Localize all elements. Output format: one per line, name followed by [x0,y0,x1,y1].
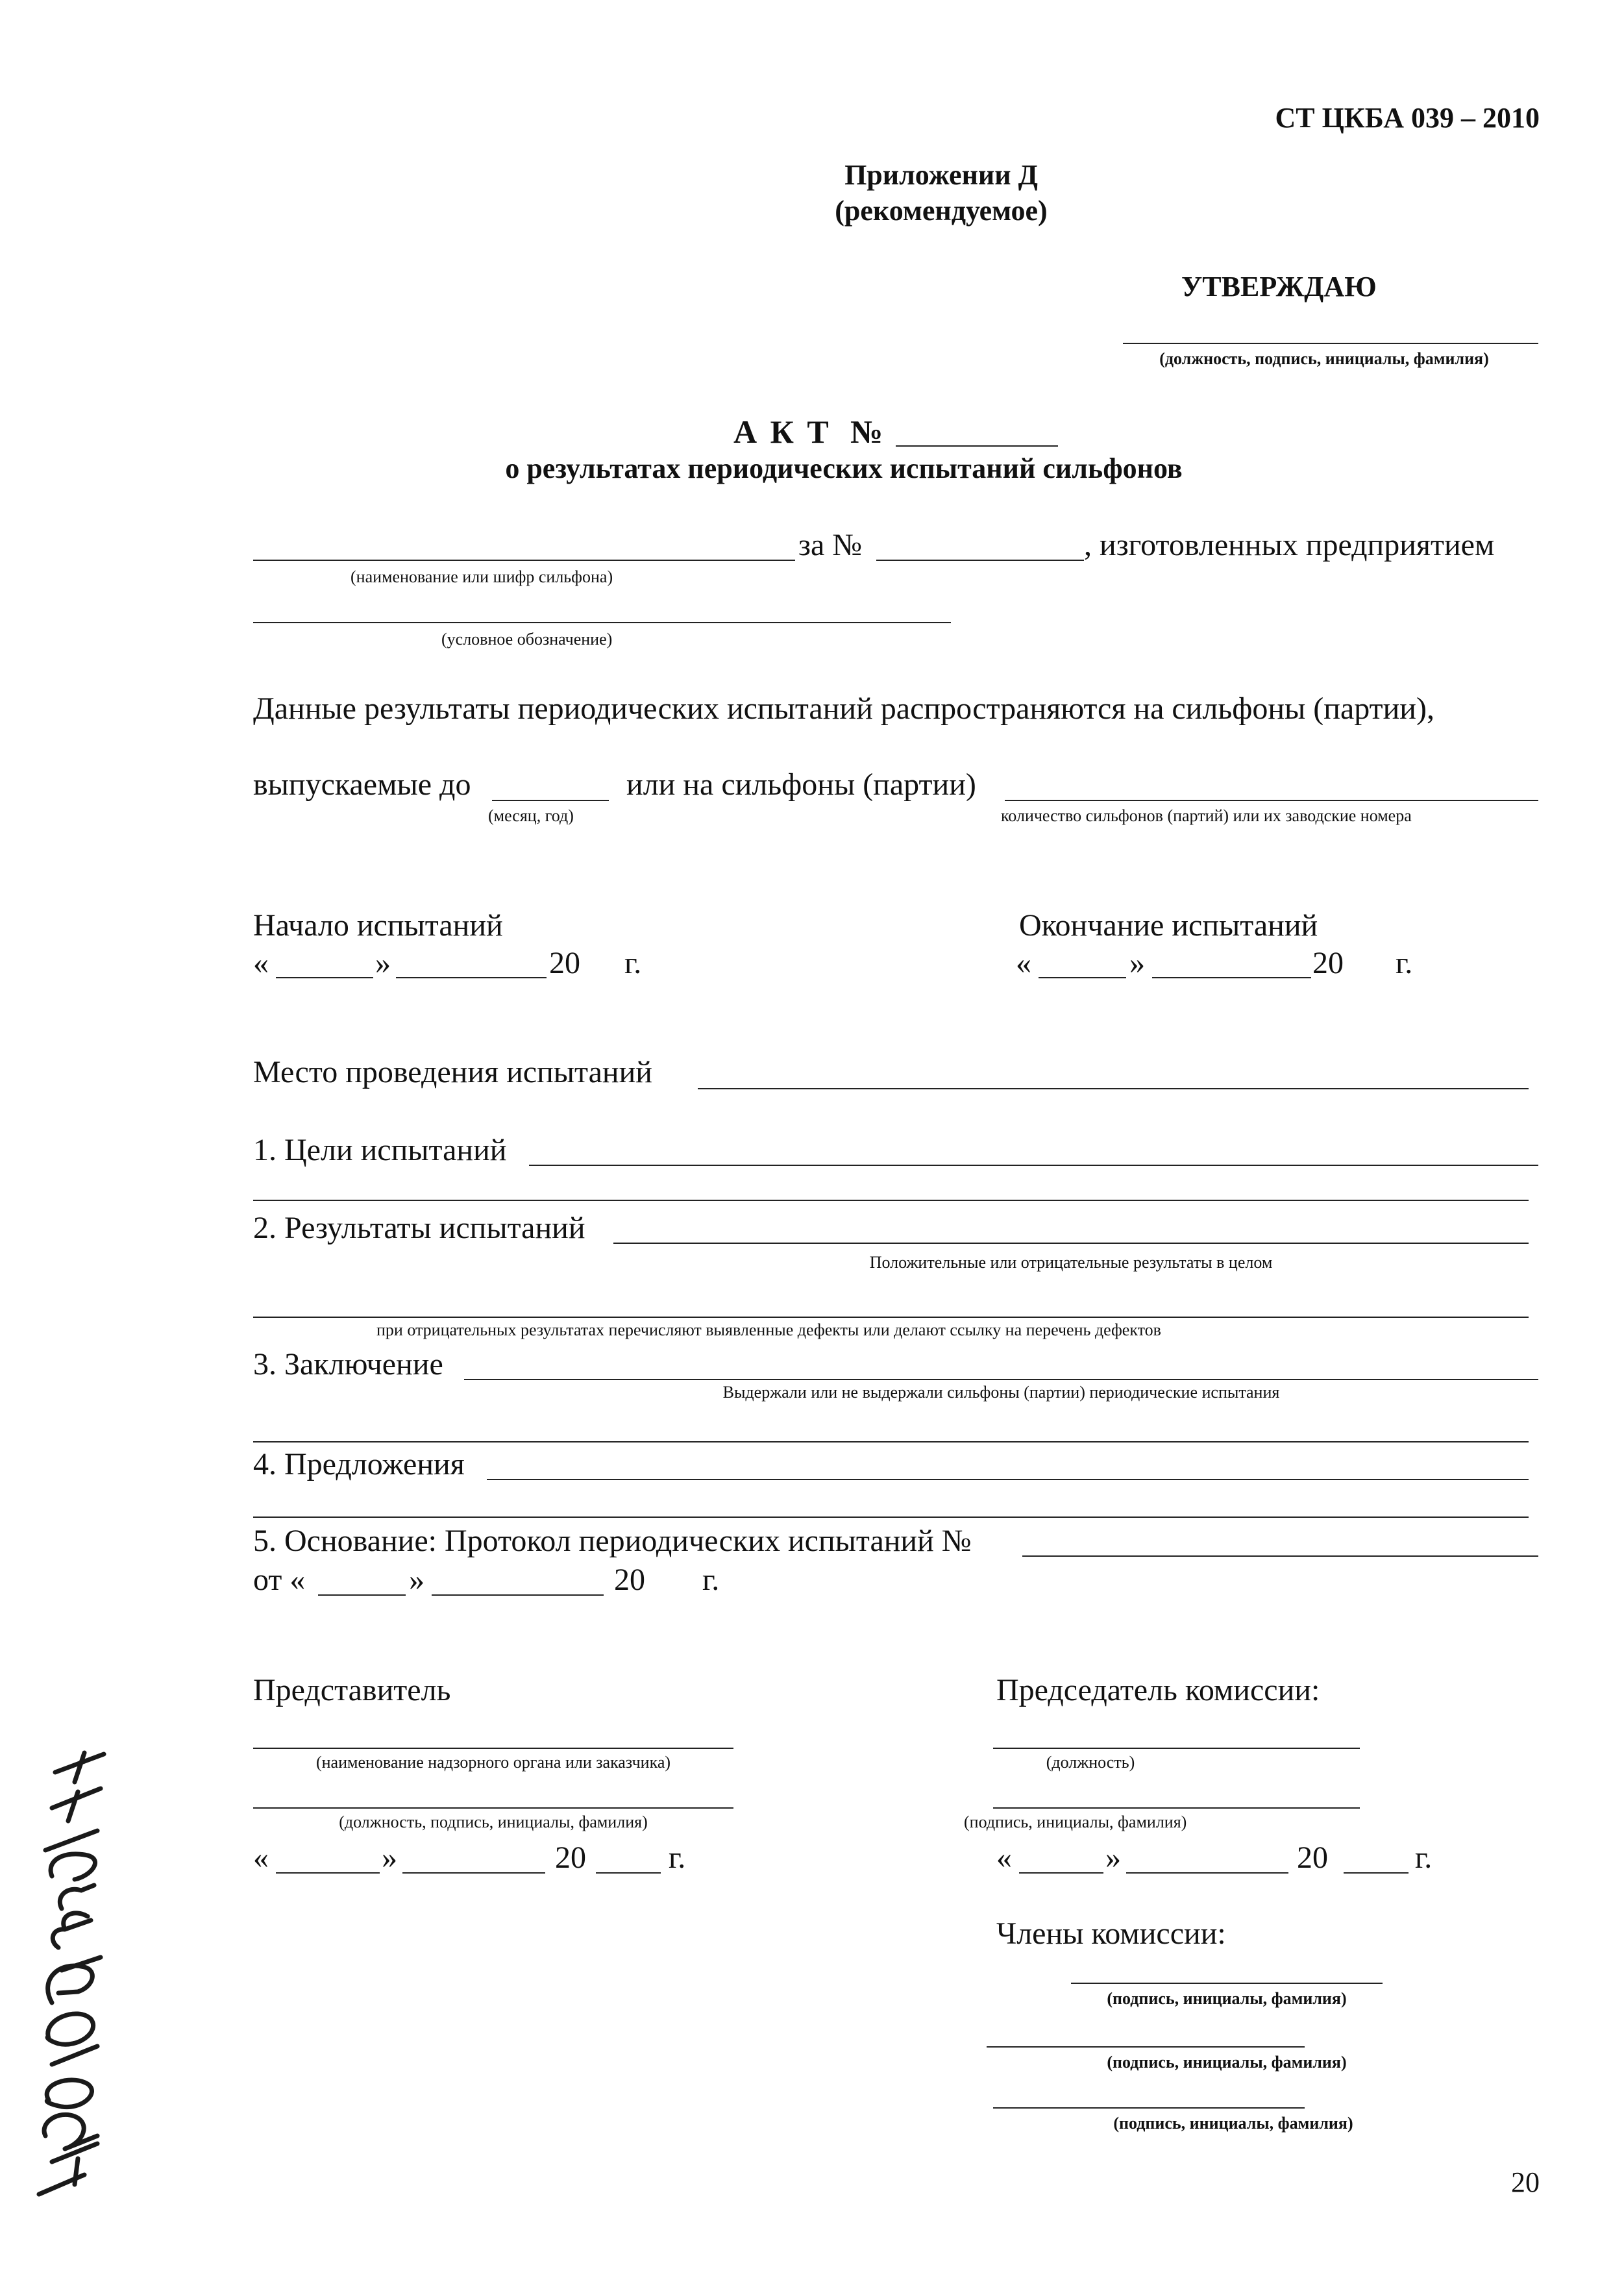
act-subtitle: о результатах периодических испытаний сильфонов [505,452,1183,484]
conclusion-line-2 [253,1441,1529,1442]
member-caption-2: (подпись, инициалы, фамилия) [1107,2053,1347,2072]
basis-year-prefix: 20 [614,1563,645,1597]
rep-year-prefix: 20 [555,1840,586,1875]
rep-sig-line [253,1807,733,1809]
chair-open-quote: « [996,1840,1012,1875]
rep-org-line [253,1748,733,1749]
chairman-label: Председатель комиссии: [996,1673,1320,1707]
start-year-suffix: г. [624,946,642,980]
chair-close-quote: » [1105,1840,1121,1875]
member-line-1 [1071,1983,1383,1984]
basis-from-label: от « [253,1563,306,1597]
results-label: 2. Результаты испытаний [253,1211,585,1245]
place-line [698,1088,1529,1089]
end-close-quote: » [1129,946,1145,980]
proposals-label: 4. Предложения [253,1447,465,1481]
produced-until-line [492,800,609,801]
symbol-caption: (условное обозначение) [441,630,613,649]
rep-day-line [276,1872,380,1874]
name-caption: (наименование или шифр сильфона) [351,567,613,586]
chair-year-suffix: г. [1415,1840,1433,1875]
scope-text: Данные результаты периодических испытаний распространяются на сильфоны (партии), [253,691,1434,726]
page-number: 20 [1511,2166,1540,2198]
qty-caption: количество сильфонов (партий) или их заводские номера [1001,806,1412,825]
results-line [613,1243,1529,1244]
handwritten-note [13,1746,136,2201]
basis-day-line [318,1594,406,1596]
basis-label: 5. Основание: Протокол периодических испытаний № [253,1524,972,1558]
representative-label: Представитель [253,1673,451,1707]
batches-line [1005,800,1538,801]
chair-sig-line [993,1807,1360,1809]
act-number-sign: № [850,414,883,450]
basis-month-line [432,1594,604,1596]
appendix-note: (рекомендуемое) [835,195,1048,227]
defects-line [253,1317,1529,1318]
rep-open-quote: « [253,1840,269,1875]
sylphon-name-line [253,560,795,561]
start-month-line [396,977,547,978]
basis-close-quote: » [409,1563,424,1597]
standard-code: СТ ЦКБА 039 – 2010 [1275,102,1540,134]
end-label: Окончание испытаний [1019,908,1318,943]
act-title: А К Т [733,414,831,450]
conclusion-line [464,1379,1538,1380]
act-number-line [896,445,1058,447]
rep-year-line [596,1872,661,1874]
month-caption: (месяц, год) [488,806,574,825]
appendix-title: Приложении Д [844,159,1038,191]
end-open-quote: « [1016,946,1031,980]
rep-close-quote: » [382,1840,397,1875]
results-caption: Положительные или отрицательные результаты в целом [869,1253,1273,1272]
chair-year-line [1344,1872,1409,1874]
member-line-2 [987,2046,1305,2048]
rep-year-suffix: г. [669,1840,686,1875]
start-day-line [276,977,373,978]
rep-month-line [402,1872,545,1874]
member-line-3 [993,2107,1305,2109]
goals-line-1 [529,1165,1538,1166]
chair-position-line [993,1748,1360,1749]
proposals-line-1 [487,1479,1529,1480]
member-caption-1: (подпись, инициалы, фамилия) [1107,1989,1347,2008]
conclusion-label: 3. Заключение [253,1347,443,1381]
start-year-prefix: 20 [549,946,580,980]
conclusion-caption: Выдержали или не выдержали сильфоны (партии) периодические испытания [722,1383,1280,1402]
members-label: Члены комиссии: [996,1916,1226,1951]
proposals-line-2 [253,1517,1529,1518]
rep-sig-caption: (должность, подпись, инициалы, фамилия) [339,1813,648,1831]
chair-month-line [1126,1872,1288,1874]
basis-protocol-line [1022,1555,1538,1557]
chair-sig-caption: (подпись, инициалы, фамилия) [964,1813,1187,1831]
member-caption-3: (подпись, инициалы, фамилия) [1113,2114,1353,2133]
approve-signature-line [1123,343,1538,344]
approve-caption: (должность, подпись, инициалы, фамилия) [1159,349,1489,368]
rep-org-caption: (наименование надзорного органа или заказчика) [315,1753,671,1772]
end-year-suffix: г. [1396,946,1413,980]
end-day-line [1039,977,1126,978]
symbol-line [253,622,951,623]
chair-position-caption: (должность) [1046,1753,1135,1772]
basis-year-suffix: г. [702,1563,720,1597]
defects-caption: при отрицательных результатах перечисляют выявленные дефекты или делают ссылку на перечень дефектов [376,1320,1161,1339]
chair-day-line [1019,1872,1103,1874]
produced-until-label: выпускаемые до [253,767,471,802]
start-open-quote: « [253,946,269,980]
place-label: Место проведения испытаний [253,1055,652,1089]
za-no-line [876,560,1084,561]
manufactured-label: , изготовленных предприятием [1084,528,1495,562]
start-label: Начало испытаний [253,908,503,943]
goals-label: 1. Цели испытаний [253,1133,507,1167]
approve-label: УТВЕРЖДАЮ [1181,271,1377,303]
or-batches-label: или на сильфоны (партии) [626,767,976,802]
za-no-label: за № [798,528,863,562]
end-month-line [1152,977,1311,978]
chair-year-prefix: 20 [1297,1840,1328,1875]
goals-line-2 [253,1200,1529,1201]
end-year-prefix: 20 [1312,946,1344,980]
start-close-quote: » [375,946,391,980]
